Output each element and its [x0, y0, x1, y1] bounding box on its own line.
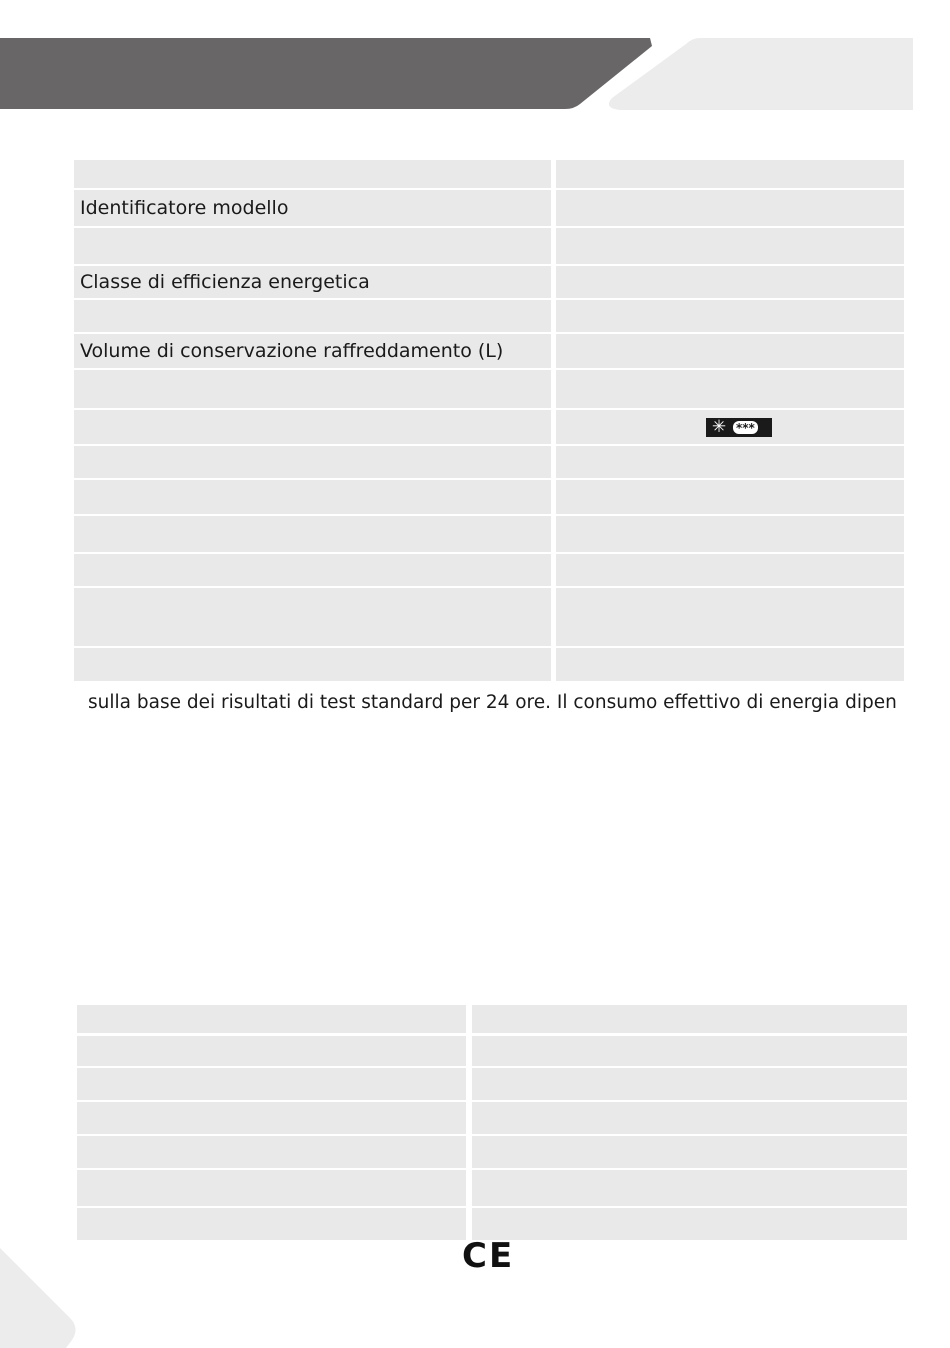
table-cell-value: [556, 300, 904, 332]
table-cell-label: [77, 1136, 466, 1168]
table-cell-value: [556, 446, 904, 478]
table-cell-value: [556, 160, 904, 188]
table-cell-value: [472, 1005, 907, 1033]
table-cell-value: [556, 190, 904, 226]
energy-consumption-note: sulla base dei risultati di test standard per 24 ore. Il consumo effettivo di energia dipen: [88, 692, 897, 713]
corner-decoration: [0, 1240, 100, 1348]
table-cell-label: Classe di efficienza energetica: [74, 266, 551, 298]
table-cell-label: [74, 410, 551, 444]
table-cell-label: [74, 516, 551, 552]
ce-mark-logo: CE: [462, 1236, 515, 1276]
table-cell-value: [556, 648, 904, 681]
corner-shape: [0, 1248, 76, 1348]
table-cell-value: [472, 1068, 907, 1100]
table-cell-label: [77, 1208, 466, 1240]
table-cell-value: [556, 554, 904, 586]
table-cell-label: [77, 1036, 466, 1066]
table-cell-value: [556, 334, 904, 368]
header-dark-band: [0, 38, 652, 109]
table-cell-value: [556, 480, 904, 514]
table-cell-label: [74, 370, 551, 408]
table-cell-label: [77, 1005, 466, 1033]
table-cell-label: [74, 300, 551, 332]
table-cell-label: [74, 648, 551, 681]
table-cell-value: [556, 516, 904, 552]
table-cell-value: [556, 588, 904, 646]
table-cell-label: [74, 588, 551, 646]
table-cell-label: [74, 160, 551, 188]
freezer-star-rating-badge: [706, 418, 772, 437]
table-cell-label: Identificatore modello: [74, 190, 551, 226]
table-cell-value: [472, 1136, 907, 1168]
table-cell-label: [74, 228, 551, 264]
table-cell-value: [472, 1102, 907, 1134]
header-light-band: [609, 38, 913, 110]
table-cell-label: [77, 1170, 466, 1206]
table-cell-value: [472, 1170, 907, 1206]
table-cell-label: [77, 1068, 466, 1100]
table-cell-value: [556, 266, 904, 298]
table-cell-value: [472, 1036, 907, 1066]
snowflake-icon: ✳: [711, 417, 727, 437]
table-cell-value: [556, 228, 904, 264]
table-cell-label: [77, 1102, 466, 1134]
header-banner: [0, 0, 950, 120]
three-star-icon: ***: [733, 421, 758, 434]
table-cell-label: Volume di conservazione raffreddamento (L): [74, 334, 551, 368]
table-cell-value: [556, 370, 904, 408]
table-cell-label: [74, 480, 551, 514]
table-cell-value: [472, 1208, 907, 1240]
table-cell-label: [74, 554, 551, 586]
table-cell-label: [74, 446, 551, 478]
